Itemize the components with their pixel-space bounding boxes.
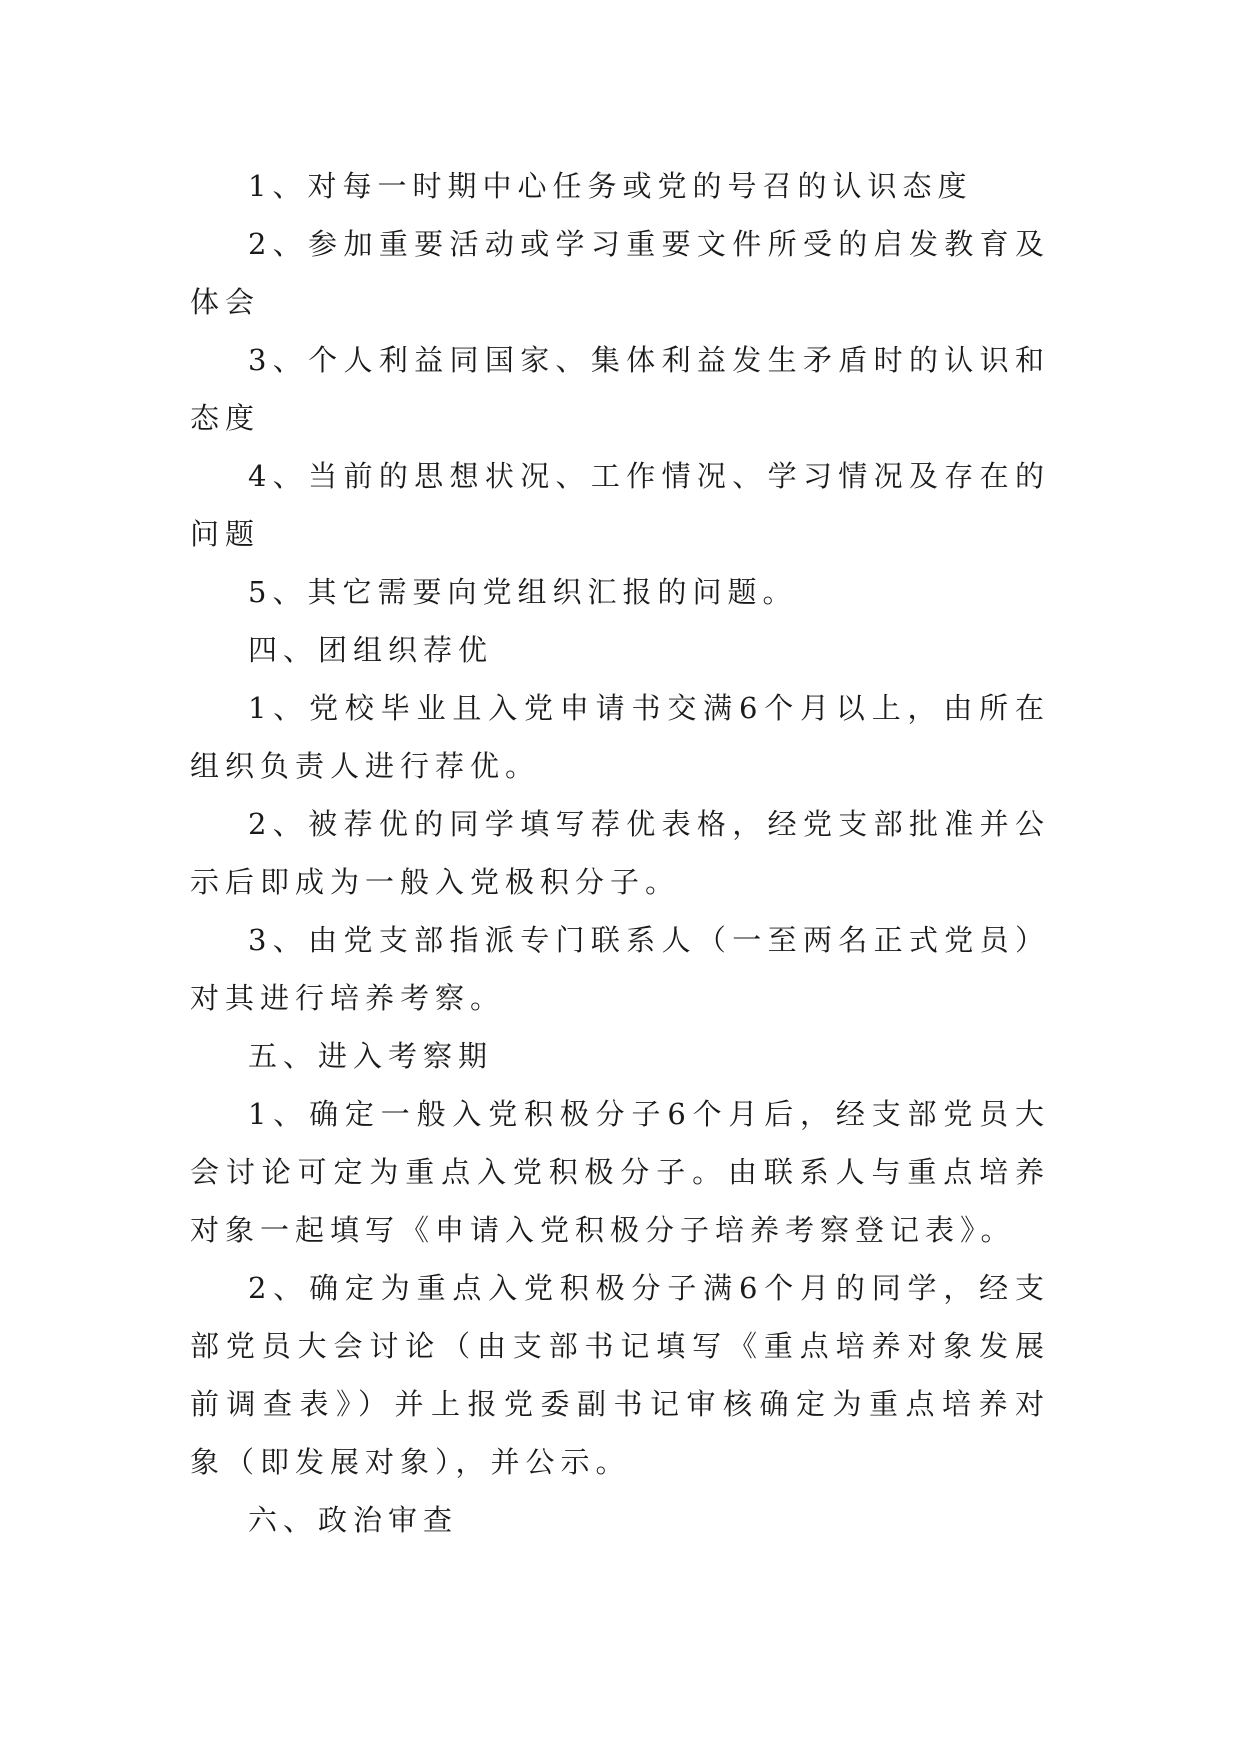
- list-item: 3、由党支部指派专门联系人（一至两名正式党员）对其进行培养考察。: [190, 923, 1050, 1015]
- list-item: 2、确定为重点入党积极分子满6个月的同学，经支部党员大会讨论（由支部书记填写《重点培养对象发展前调查表》）并上报党委副书记审核确定为重点培养对象（即发展对象），并公示。: [190, 1271, 1050, 1479]
- list-item: 5、其它需要向党组织汇报的问题。: [248, 575, 798, 609]
- section-heading: 四、团组织荐优: [248, 633, 494, 667]
- list-item: 2、被荐优的同学填写荐优表格，经党支部批准并公示后即成为一般入党极积分子。: [190, 807, 1050, 899]
- list-item: 1、党校毕业且入党申请书交满6个月以上，由所在组织负责人进行荐优。: [190, 691, 1050, 783]
- document-body: [190, 157, 1050, 1549]
- list-item: 2、参加重要活动或学习重要文件所受的启发教育及体会: [190, 227, 1050, 319]
- list-item: 1、确定一般入党积极分子6个月后，经支部党员大会讨论可定为重点入党积极分子。由联系人与重点培养对象一起填写《申请入党积极分子培养考察登记表》。: [190, 1097, 1050, 1247]
- section-heading: 五、进入考察期: [248, 1039, 494, 1073]
- section-heading: 六、政治审查: [248, 1503, 459, 1537]
- list-item: 3、个人利益同国家、集体利益发生矛盾时的认识和态度: [190, 343, 1050, 435]
- list-item: 4、当前的思想状况、工作情况、学习情况及存在的问题: [190, 459, 1050, 551]
- list-item: 1、对每一时期中心任务或党的号召的认识态度: [248, 169, 973, 203]
